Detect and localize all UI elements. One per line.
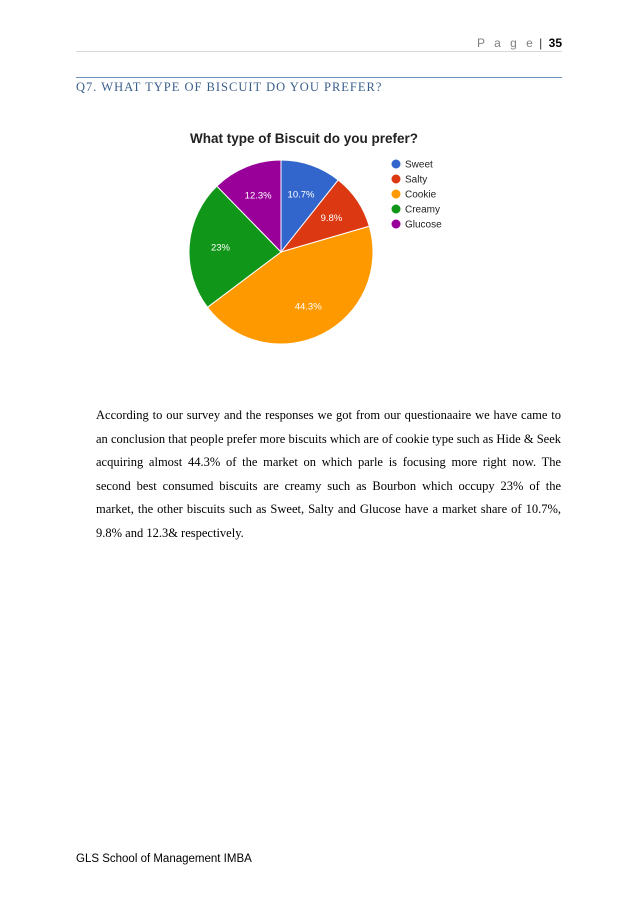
page-separator: | — [539, 36, 543, 50]
legend-label-creamy: Creamy — [405, 204, 441, 216]
page-number: 35 — [548, 36, 562, 50]
slice-label-sweet: 10.7% — [287, 189, 315, 201]
slice-label-glucose: 12.3% — [244, 190, 272, 202]
body-paragraph: According to our survey and the responses we got from our questionaaire we have came to an conclusion that people prefer more biscuits which are of cookie type such as Hide & Seek acquiring almost 44.3% of the market on which parle is focusing more right now. The second best consumed biscuits are creamy such as Bourbon which occupy 23% of the market, the other biscuits such as Sweet, Salty and Glucose have a market share of 10.7%, 9.8% and 12.3& respectively. — [96, 408, 561, 540]
slice-label-salty: 9.8% — [320, 213, 343, 225]
slice-label-cookie: 44.3% — [294, 301, 322, 313]
legend-marker-creamy — [392, 205, 401, 214]
legend-label-salty: Salty — [405, 174, 428, 186]
legend-marker-sweet — [392, 160, 401, 169]
chart-title: What type of Biscuit do you prefer? — [190, 131, 419, 146]
legend-marker-glucose — [392, 220, 401, 229]
heading-divider — [76, 77, 562, 78]
section-heading: Q7. WHAT TYPE OF BISCUIT DO YOU PREFER? — [76, 80, 383, 94]
legend-marker-salty — [392, 175, 401, 184]
page-label: P a g e — [477, 36, 536, 50]
header-divider — [76, 51, 562, 52]
slice-label-creamy: 23% — [210, 242, 230, 254]
legend-label-cookie: Cookie — [405, 189, 437, 201]
pie-chart — [170, 128, 460, 353]
legend-label-sweet: Sweet — [405, 159, 433, 171]
footer-text: GLS School of Management IMBA — [76, 853, 252, 865]
page-header — [477, 36, 562, 50]
legend-marker-cookie — [392, 190, 401, 199]
legend-label-glucose: Glucose — [405, 219, 442, 231]
pie-chart-canvas — [170, 128, 460, 353]
